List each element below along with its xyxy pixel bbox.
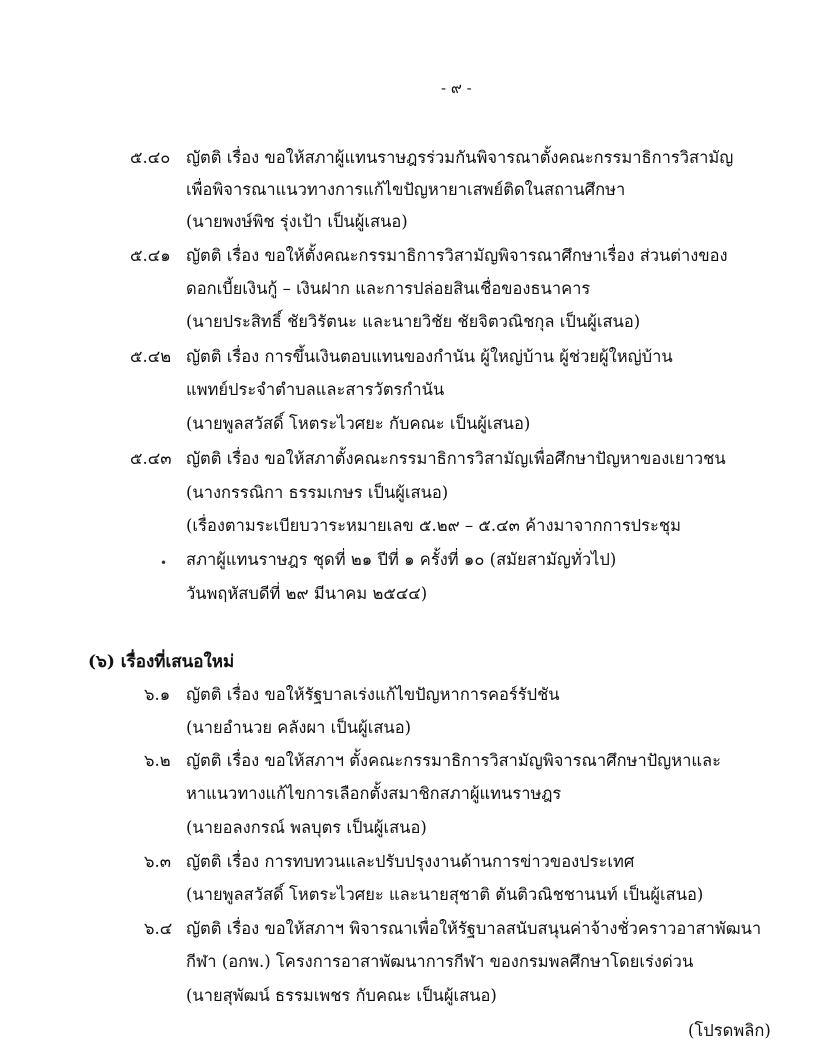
item-line: ญัตติ เรื่อง ขอให้สภาผู้แทนราษฎรร่วมกันพิจารณาตั้งคณะกรรมาธิการวิสามัญ <box>186 148 734 167</box>
carryover-note-line: (เรื่องตามระเบียบวาระหมายเลข ๕.๒๙ – ๕.๔๓ ค้างมาจากการประชุม <box>186 516 681 535</box>
item-line: ญัตติ เรื่อง การทบทวนและปรับปรุงงานด้านการข่าวของประเทศ <box>186 852 635 871</box>
item-proposer: (นายพูลสวัสดิ์ โหตระไวศยะ และนายสุชาติ ตันติวณิชชานนท์ เป็นผู้เสนอ) <box>186 885 704 904</box>
item-line: แพทย์ประจำตำบลและสารวัตรกำนัน <box>186 380 445 399</box>
item-line: กีฬา (อกพ.) โครงการอาสาพัฒนาการกีฬา ของกรมพลศึกษาโดยเร่งด่วน <box>186 952 694 971</box>
item-number: ๖.๔ <box>144 919 173 938</box>
item-number: ๕.๔๐ <box>130 148 171 167</box>
item-number: ๕.๔๑ <box>130 246 171 265</box>
carryover-note-line: วันพฤหัสบดีที่ ๒๙ มีนาคม ๒๕๔๔) <box>186 584 428 603</box>
carryover-note-line: สภาผู้แทนราษฎร ชุดที่ ๒๑ ปีที่ ๑ ครั้งที่ ๑๐ (สมัยสามัญทั่วไป) <box>186 550 617 569</box>
item-line: เพื่อพิจารณาแนวทางการแก้ไขปัญหายาเสพย์ติดในสถานศึกษา <box>186 180 626 199</box>
item-proposer: (นางกรรณิกา ธรรมเกษร เป็นผู้เสนอ) <box>186 483 449 502</box>
item-line: หาแนวทางแก้ไขการเลือกตั้งสมาชิกสภาผู้แทนราษฎร <box>186 784 562 803</box>
item-number: ๖.๒ <box>144 751 171 770</box>
item-proposer: (นายพงษ์พิช รุ่งเป้า เป็นผู้เสนอ) <box>186 212 408 231</box>
item-line: ดอกเบี้ยเงินกู้ – เงินฝาก และการปล่อยสินเชื่อของธนาคาร <box>186 279 591 298</box>
turn-page-note: (โปรดพลิก) <box>688 1021 771 1040</box>
page-number: - ๙ - <box>441 79 472 97</box>
item-number: ๖.๑ <box>144 685 171 704</box>
item-proposer: (นายพูลสวัสดิ์ โหตระไวศยะ กับคณะ เป็นผู้เสนอ) <box>186 414 531 433</box>
scan-mark: • <box>160 556 168 570</box>
item-line: ญัตติ เรื่อง ขอให้สภาฯ พิจารณาเพื่อให้รัฐบาลสนับสนุนค่าจ้างชั่วคราวอาสาพัฒนา <box>186 919 762 938</box>
item-line: ญัตติ เรื่อง ขอให้สภาตั้งคณะกรรมาธิการวิสามัญเพื่อศึกษาปัญหาของเยาวชน <box>186 449 726 468</box>
section-title: (๖) เรื่องที่เสนอใหม่ <box>88 652 235 672</box>
item-line: ญัตติ เรื่อง ขอให้สภาฯ ตั้งคณะกรรมาธิการวิสามัญพิจารณาศึกษาปัญหาและ <box>186 751 721 770</box>
item-line: ญัตติ เรื่อง ขอให้รัฐบาลเร่งแก้ไขปัญหาการคอร์รัปชัน <box>186 685 560 704</box>
item-number: ๕.๔๓ <box>130 449 172 468</box>
item-proposer: (นายอำนวย คลังผา เป็นผู้เสนอ) <box>186 718 412 737</box>
item-line: ญัตติ เรื่อง การขึ้นเงินตอบแทนของกำนัน ผู้ใหญ่บ้าน ผู้ช่วยผู้ใหญ่บ้าน <box>186 347 673 366</box>
item-number: ๕.๔๒ <box>130 347 172 366</box>
item-proposer: (นายสุพัฒน์ ธรรมเพชร กับคณะ เป็นผู้เสนอ) <box>186 986 497 1005</box>
item-proposer: (นายประสิทธิ์ ชัยวิรัตนะ และนายวิชัย ชัยจิตวณิชกุล เป็นผู้เสนอ) <box>186 312 641 331</box>
item-proposer: (นายอลงกรณ์ พลบุตร เป็นผู้เสนอ) <box>186 818 427 837</box>
item-number: ๖.๓ <box>144 852 171 871</box>
item-line: ญัตติ เรื่อง ขอให้ตั้งคณะกรรมาธิการวิสามัญพิจารณาศึกษาเรื่อง ส่วนต่างของ <box>186 246 728 265</box>
